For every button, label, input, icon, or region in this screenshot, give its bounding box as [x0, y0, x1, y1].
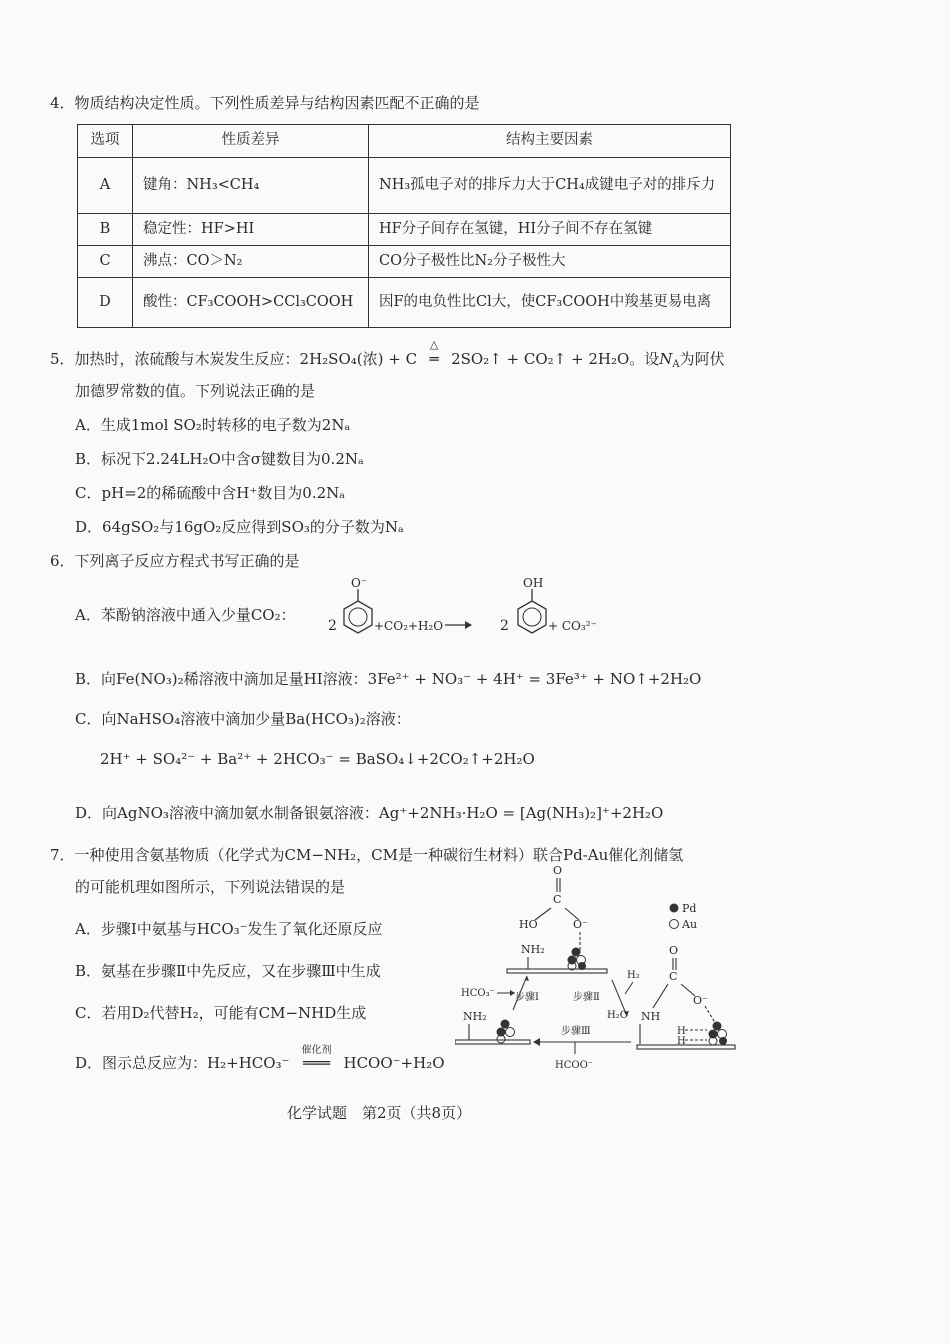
q5-option-a: A．生成1mol SO₂时转移的电子数为2Nₐ: [75, 416, 351, 434]
right-o-label: O: [669, 944, 679, 957]
top-nh2-label: NH₂: [521, 943, 545, 956]
row-reason: HF分子间存在氢键，HI分子间不存在氢键: [369, 214, 731, 246]
row-reason: CO分子极性比N₂分子极性大: [369, 246, 731, 278]
na-symbol: N: [659, 350, 673, 368]
q7-option-d-right: HCOO⁻+H₂O: [343, 1054, 445, 1072]
row-property: 沸点：CO＞N₂: [133, 246, 369, 278]
header-reason: 结构主要因素: [369, 125, 731, 158]
pd-au-cluster-top: [568, 948, 587, 971]
q7-stem-line2: 的可能机理如图所示，下列说法错误的是: [75, 878, 346, 896]
legend-au: Au: [682, 918, 698, 931]
coefficient-2-right: 2: [500, 618, 509, 634]
right-nh-label: NH: [641, 1010, 661, 1023]
header-property: 性质差异: [133, 125, 369, 158]
heat-equals-sign: △ ═: [417, 350, 451, 368]
q4-stem: 4．物质结构决定性质。下列性质差异与结构因素匹配不正确的是: [50, 94, 480, 112]
q7-option-a: A．步骤Ⅰ中氨基与HCO₃⁻发生了氧化还原反应: [75, 920, 383, 938]
step3-label: 步骤Ⅲ: [561, 1026, 591, 1037]
heat-mark: △: [429, 338, 439, 351]
products-text: + CO₃²⁻: [548, 619, 597, 633]
q5-stem-line2: 加德罗常数的值。下列说法正确的是: [75, 382, 316, 400]
h2o-label: H₂O: [607, 1010, 628, 1021]
top-c-label: C: [553, 893, 562, 906]
right-c-label: C: [669, 970, 678, 983]
step1-label: 步骤Ⅰ: [515, 992, 539, 1003]
benzene-ring-right: [518, 589, 546, 633]
catalyst-equals-sign: 催化剂 ═══: [293, 1054, 339, 1072]
row-property: 酸性：CF₃COOH>CCl₃COOH: [133, 278, 369, 328]
q5-stem-b: 2SO₂↑ + CO₂↑ + 2H₂O。设: [451, 350, 660, 368]
hydrogen-storage-mechanism-diagram: [455, 858, 745, 1073]
row-reason: 因F的电负性比Cl大，使CF₃COOH中羧基更易电离: [369, 278, 731, 328]
q6-option-c-label: C．向NaHSO₄溶液中滴加少量Ba(HCO₃)₂溶液：: [75, 710, 411, 728]
reactants-text: +CO₂+H₂O: [374, 619, 444, 633]
q7-option-d: [75, 1045, 445, 1073]
catalyst-label: 催化剂: [301, 1045, 332, 1056]
q6-option-a-label: A．苯酚钠溶液中通入少量CO₂：: [75, 606, 296, 624]
pd-au-cluster-right: [709, 1022, 728, 1046]
hco3-label: HCO₃⁻: [461, 988, 495, 999]
coefficient-2-left: 2: [328, 618, 337, 634]
benzene-ring-left: [344, 589, 372, 633]
q7-stem-line1: 7．一种使用含氨基物质（化学式为CM−NH₂，CM是一种碳衍生材料）联合Pd-Au催化剂储氢: [50, 846, 684, 864]
step2-label: 步骤Ⅱ: [573, 992, 600, 1003]
q5-stem-c: 为阿伏: [679, 350, 725, 368]
top-ho-label: HO: [519, 918, 538, 931]
right-o-minus-label: O⁻: [693, 994, 708, 1007]
q6-option-c-equation: 2H⁺ + SO₄²⁻ + Ba²⁺ + 2HCO₃⁻ = BaSO₄↓+2CO₂↑+2H₂O: [100, 750, 535, 768]
row-property: 键角：NH₃<CH₄: [133, 158, 369, 214]
phenoxide-reaction-diagram: [320, 575, 620, 650]
row-option: B: [78, 214, 133, 246]
q6-option-b: B．向Fe(NO₃)₂稀溶液中滴加足量HI溶液：3Fe²⁺ + NO₃⁻ + 4H⁺ = 3Fe³⁺ + NO↑+2H₂O: [75, 670, 702, 688]
q5-option-b: B．标况下2.24LH₂O中含σ键数目为0.2Nₐ: [75, 450, 364, 468]
q6-stem: 6．下列离子反应方程式书写正确的是: [50, 552, 300, 570]
q7-option-b: B．氨基在步骤Ⅱ中先反应，又在步骤Ⅲ中生成: [75, 962, 381, 980]
table-row: [78, 278, 731, 328]
left-nh2-label: NH₂: [463, 1010, 487, 1023]
row-reason: NH₃孤电子对的排斥力大于CH₄成键电子对的排斥力: [369, 158, 731, 214]
h2-label: H₂: [627, 970, 640, 981]
h-atom-lower: H: [677, 1036, 686, 1047]
row-option: D: [78, 278, 133, 328]
q5-stem-line1: [50, 338, 725, 370]
oh-label: OH: [523, 576, 544, 590]
hcoo-label: HCOO⁻: [555, 1060, 594, 1071]
q7-option-c: C．若用D₂代替H₂，可能有CM−NHD生成: [75, 1004, 367, 1022]
legend-pd: Pd: [682, 902, 697, 915]
table-header-row: [78, 125, 731, 158]
o-minus-label: O⁻: [351, 576, 368, 590]
row-option: C: [78, 246, 133, 278]
q6-option-d: D．向AgNO₃溶液中滴加氨水制备银氨溶液：Ag⁺+2NH₃·H₂O = [Ag(NH₃)₂]⁺+2H₂O: [75, 804, 664, 822]
q4-table: [77, 124, 731, 328]
row-option: A: [78, 158, 133, 214]
top-o-minus-label: O⁻: [573, 918, 588, 931]
table-row: [78, 246, 731, 278]
q5-option-d: D．64gSO₂与16gO₂反应得到SO₃的分子数为Nₐ: [75, 518, 404, 536]
table-row: [78, 158, 731, 214]
q5-option-c: C．pH=2的稀硫酸中含H⁺数目为0.2Nₐ: [75, 484, 346, 502]
top-o-label: O: [553, 864, 563, 877]
page-footer: 化学试题 第2页（共8页）: [287, 1104, 472, 1122]
row-property: 稳定性：HF>HI: [133, 214, 369, 246]
q7-option-d-label: D．图示总反应为：H₂+HCO₃⁻: [75, 1054, 290, 1072]
q5-stem-a: 5．加热时，浓硫酸与木炭发生反应：2H₂SO₄(浓) + C: [50, 350, 418, 368]
table-row: [78, 214, 731, 246]
h-atom-upper: H: [677, 1026, 686, 1037]
na-subscript: A: [672, 359, 680, 370]
header-option: 选项: [78, 125, 133, 158]
reaction-arrow: [445, 621, 472, 629]
